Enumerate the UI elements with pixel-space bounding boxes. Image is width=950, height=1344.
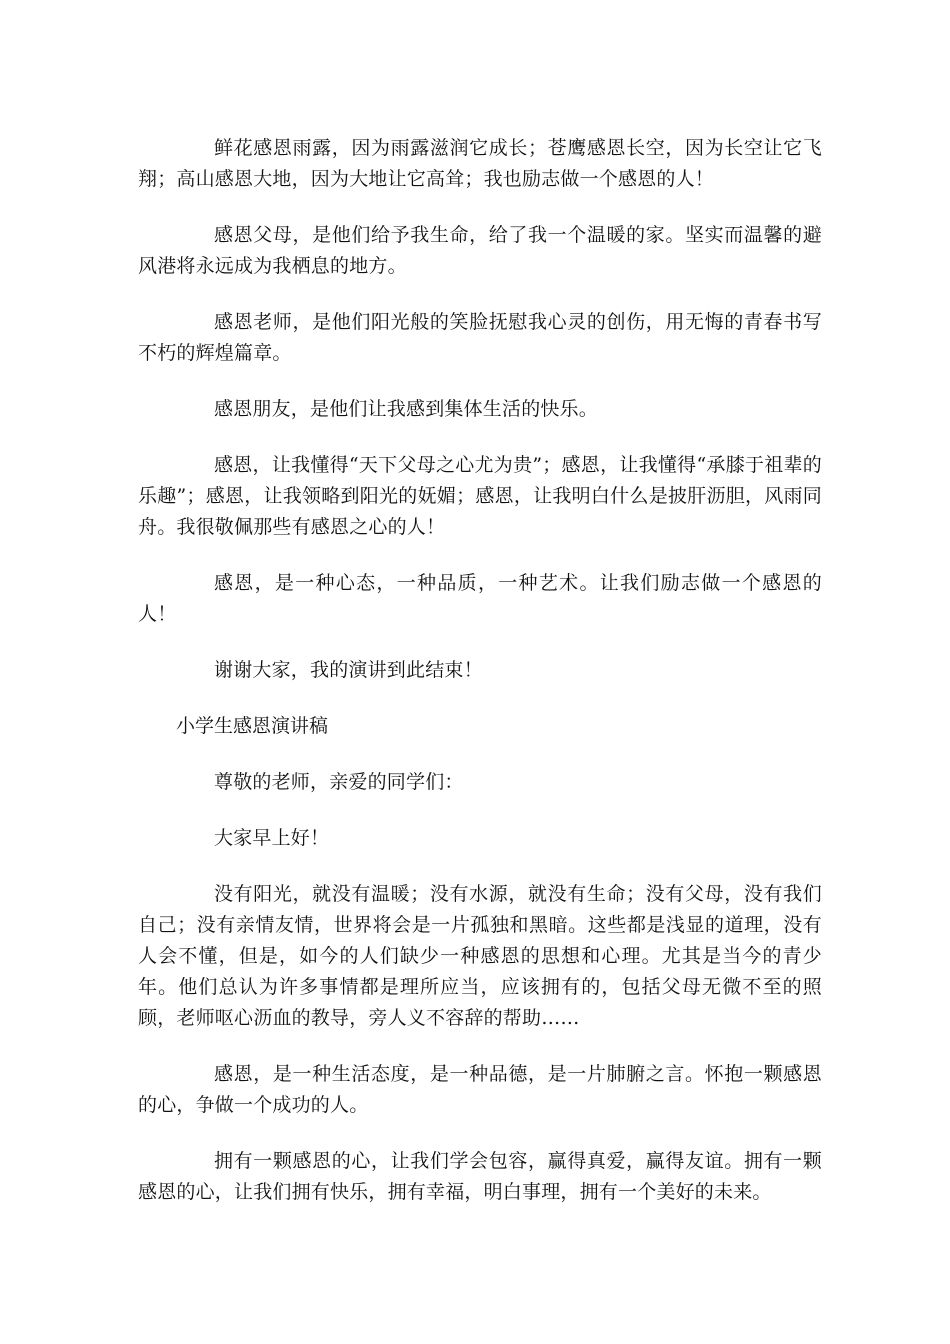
paragraph: 感恩，是一种生活态度，是一种品德，是一片肺腑之言。怀抱一颗感恩的心，争做一个成功的人。 (138, 1063, 822, 1116)
paragraph: 谢谢大家，我的演讲到此结束！ (214, 659, 483, 681)
paragraph: 鲜花感恩雨露，因为雨露滋润它成长；苍鹰感恩长空，因为长空让它飞翔；高山感恩大地，因为大地让它高耸；我也励志做一个感恩的人！ (138, 137, 822, 190)
paragraph: 感恩老师，是他们阳光般的笑脸抚慰我心灵的创伤，用无悔的青春书写不朽的辉煌篇章。 (138, 311, 822, 364)
paragraph: 拥有一颗感恩的心，让我们学会包容，赢得真爱，赢得友谊。拥有一颗感恩的心，让我们拥有快乐，拥有幸福，明白事理，拥有一个美好的未来。 (138, 1150, 822, 1203)
paragraph: 感恩父母，是他们给予我生命，给了我一个温暖的家。坚实而温馨的避风港将永远成为我栖息的地方。 (138, 224, 822, 277)
document-body (138, 133, 822, 1233)
section-title: 小学生感恩演讲稿 (176, 715, 329, 737)
paragraph: 感恩朋友，是他们让我感到集体生活的快乐。 (214, 398, 599, 420)
salutation: 尊敬的老师，亲爱的同学们： (214, 771, 464, 793)
paragraph: 没有阳光，就没有温暖；没有水源，就没有生命；没有父母，没有我们自己；没有亲情友情，世界将会是一片孤独和黑暗。这些都是浅显的道理，没有人会不懂，但是，如今的人们缺少一种感恩的思想和心理。尤其是当今的青少年。他们总认为许多事情都是理所应当，应该拥有的，包括父母无微不至的照顾，老师呕心沥血的教导，旁人义不容辞的帮助…… (138, 883, 822, 1029)
paragraph: 感恩，是一种心态，一种品质，一种艺术。让我们励志做一个感恩的人！ (138, 572, 822, 625)
paragraph: 感恩，让我懂得“天下父母之心尤为贵”；感恩，让我懂得“承膝于祖辈的乐趣”；感恩，让我领略到阳光的妩媚；感恩，让我明白什么是披肝沥胆，风雨同舟。我很敬佩那些有感恩之心的人！ (138, 454, 822, 538)
greeting: 大家早上好！ (214, 827, 330, 849)
